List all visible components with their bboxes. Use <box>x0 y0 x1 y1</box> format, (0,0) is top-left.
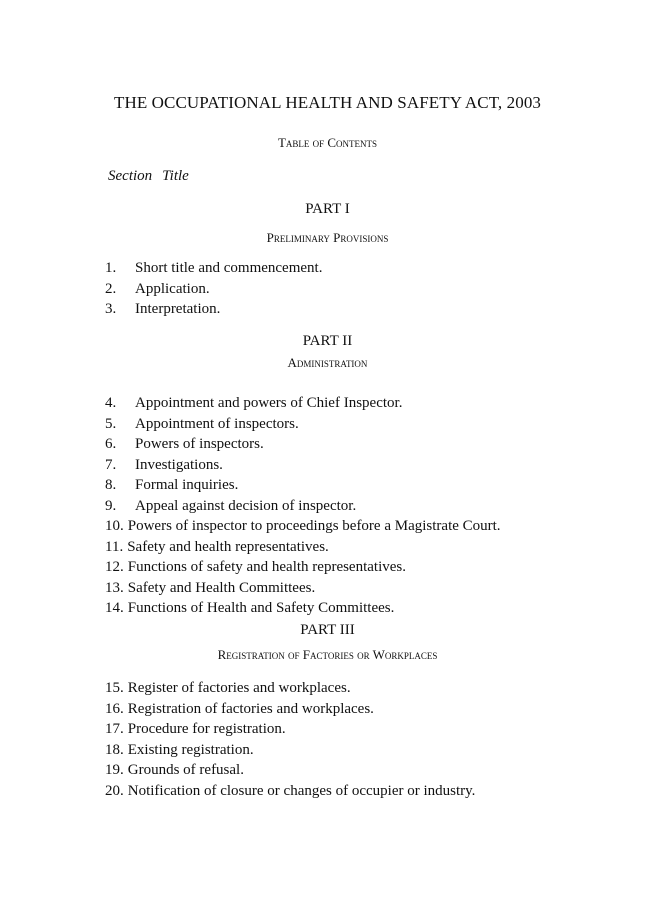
part-1-name: Preliminary Provisions <box>266 230 389 245</box>
section-title: Functions of Health and Safety Committees. <box>127 600 395 616</box>
section-item <box>105 393 402 414</box>
section-number: 3. <box>105 301 117 317</box>
part-2-section-list <box>105 393 402 516</box>
toc-title: Table of Contents <box>277 135 378 150</box>
section-number: 18. <box>105 741 124 758</box>
part-2-section-list-continued <box>105 516 501 619</box>
section-item <box>105 740 475 761</box>
section-item <box>105 699 475 720</box>
section-title: Existing registration. <box>127 741 254 758</box>
section-title: Short title and commencement. <box>135 260 323 276</box>
section-title: Investigations. <box>135 456 223 473</box>
section-number: 15. <box>105 680 124 696</box>
section-title: Functions of safety and health representatives. <box>127 559 406 575</box>
section-title: Formal inquiries. <box>135 477 239 493</box>
section-title: Safety and health representatives. <box>127 538 329 555</box>
section-item <box>105 279 322 300</box>
part-1-number: PART I <box>305 201 350 217</box>
section-number: 9. <box>105 497 117 514</box>
section-title: Registration of factories and workplaces. <box>127 700 374 717</box>
section-title: Appeal against decision of inspector. <box>135 497 357 514</box>
section-title: Grounds of refusal. <box>127 762 244 778</box>
part-3-name: Registration of Factories or Workplaces <box>217 647 438 662</box>
part-2-name: Administration <box>287 355 368 370</box>
section-item <box>105 557 501 578</box>
section-number: 7. <box>105 456 117 473</box>
section-number: 13. <box>105 579 124 596</box>
column-header-section: Section <box>108 168 153 184</box>
section-item <box>105 299 322 320</box>
section-item <box>105 414 402 435</box>
column-headers <box>108 168 189 185</box>
section-number: 6. <box>105 436 117 452</box>
section-title: Powers of inspectors. <box>135 436 264 452</box>
section-number: 8. <box>105 477 117 493</box>
section-item <box>105 760 475 781</box>
part-3-section-list <box>105 678 475 801</box>
section-title: Interpretation. <box>135 301 221 317</box>
section-number: 10. <box>105 518 124 534</box>
section-title: Appointment and powers of Chief Inspector. <box>135 395 403 411</box>
section-number: 12. <box>105 559 124 575</box>
section-item <box>105 598 501 619</box>
section-title: Powers of inspector to proceedings before a Magistrate Court. <box>127 518 501 534</box>
part-1-section-list <box>105 258 322 320</box>
section-title: Application. <box>135 280 210 297</box>
act-title: THE OCCUPATIONAL HEALTH AND SAFETY ACT, 2003 <box>113 93 542 112</box>
section-item <box>105 678 475 699</box>
section-item <box>105 496 402 517</box>
section-number: 5. <box>105 415 117 432</box>
section-number: 2. <box>105 280 117 297</box>
section-item <box>105 475 402 496</box>
section-item <box>105 455 402 476</box>
section-number: 19. <box>105 762 124 778</box>
section-item <box>105 516 501 537</box>
section-title: Appointment of inspectors. <box>135 415 299 432</box>
section-number: 1. <box>105 260 117 276</box>
section-item <box>105 434 402 455</box>
section-item <box>105 258 322 279</box>
section-item <box>105 781 475 802</box>
section-number: 14. <box>105 600 124 616</box>
section-number: 20. <box>105 782 124 799</box>
section-number: 4. <box>105 395 117 411</box>
section-title: Safety and Health Committees. <box>127 579 316 596</box>
section-number: 16. <box>105 700 124 717</box>
part-2-number: PART II <box>302 333 353 349</box>
section-item <box>105 537 501 558</box>
part-3-number: PART III <box>300 622 355 638</box>
section-title: Procedure for registration. <box>127 721 286 737</box>
column-header-title: Title <box>162 168 189 184</box>
section-title: Notification of closure or changes of occupier or industry. <box>127 782 476 799</box>
section-number: 17. <box>105 721 124 737</box>
section-item <box>105 578 501 599</box>
section-title: Register of factories and workplaces. <box>127 680 351 696</box>
section-number: 11. <box>105 538 124 555</box>
section-item <box>105 719 475 740</box>
